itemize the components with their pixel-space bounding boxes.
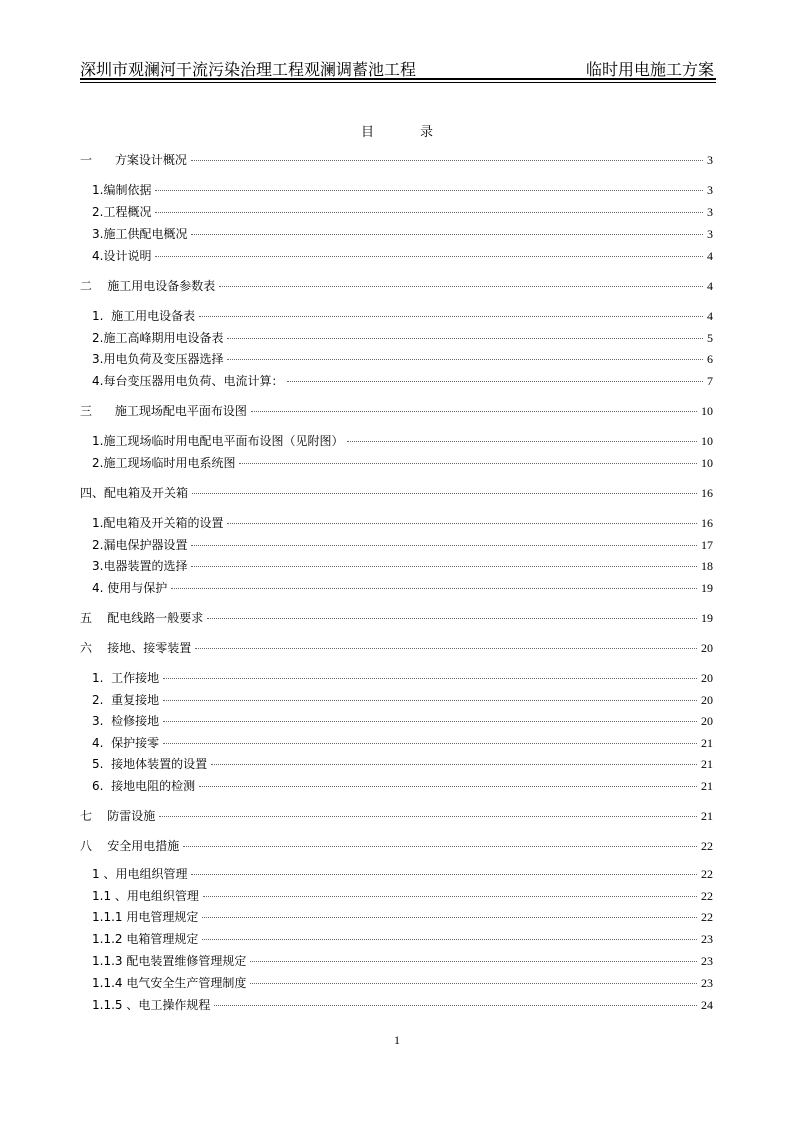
- toc-entry[interactable]: [92, 182, 713, 198]
- toc-entry-title: 施工现场配电平面布设图: [114, 404, 247, 418]
- toc-entry[interactable]: [92, 692, 713, 708]
- toc-entry[interactable]: [80, 278, 713, 294]
- toc-entry-number: 1.: [92, 434, 104, 448]
- toc-entry[interactable]: [92, 735, 713, 751]
- page-header: [80, 56, 716, 80]
- toc-dot-leader: [199, 316, 703, 317]
- toc-entry[interactable]: [92, 537, 713, 553]
- toc-entry-page: 23: [701, 976, 713, 990]
- toc-entry-page: 10: [701, 434, 713, 448]
- toc-entry-number: 2.: [92, 456, 104, 470]
- toc-entry[interactable]: [92, 931, 713, 947]
- toc-entry-page: 24: [701, 998, 713, 1012]
- toc-entry[interactable]: [92, 373, 713, 389]
- toc-entry-page: 10: [701, 456, 713, 470]
- toc-entry-title: 配电装置维修管理规定: [126, 954, 247, 968]
- toc-entry-title: 施工用电设备参数表: [107, 279, 216, 293]
- toc-entry-page: 4: [707, 249, 713, 263]
- toc-entry-page: 3: [707, 183, 713, 197]
- toc-entry-number: 五: [80, 611, 108, 625]
- toc-entry-page: 19: [701, 611, 713, 625]
- toc-entry-title: 检修接地: [111, 714, 160, 728]
- toc-entry-number: 1.1.4: [92, 976, 127, 990]
- toc-entry-title: 用电管理规定: [126, 910, 199, 924]
- toc-dot-leader: [250, 961, 697, 962]
- toc-entry-page: 4: [707, 279, 713, 293]
- toc-entry-title: 工程概况: [103, 205, 152, 219]
- toc-entry-page: 20: [701, 671, 713, 685]
- toc-dot-leader: [214, 1005, 697, 1006]
- toc-entry-number: 1.1.3: [92, 954, 127, 968]
- toc-entry-page: 22: [701, 910, 713, 924]
- toc-entry-number: 1 、: [92, 867, 116, 881]
- toc-entry[interactable]: [80, 610, 713, 626]
- toc-entry-page: 20: [701, 714, 713, 728]
- toc-entry-title: 电气安全生产管理制度: [126, 976, 247, 990]
- toc-entry-number: 1.: [92, 671, 112, 685]
- toc-entry[interactable]: [80, 152, 713, 168]
- toc-entry-title: 电工操作规程: [138, 998, 211, 1012]
- toc-entry-title: 用电负荷及变压器选择: [103, 352, 224, 366]
- toc-entry-page: 20: [701, 693, 713, 707]
- toc-entry-page: 21: [701, 809, 713, 823]
- toc-entry-title: 电器装置的选择: [103, 559, 188, 573]
- toc-entry-title: 漏电保护器设置: [103, 538, 188, 552]
- toc-entry-number: 3.: [92, 714, 112, 728]
- toc-dot-leader: [211, 764, 697, 765]
- toc-entry[interactable]: [92, 580, 713, 596]
- toc-entry-number: 4.: [92, 736, 112, 750]
- toc-entry-page: 20: [701, 641, 713, 655]
- toc-entry-title: 工作接地: [111, 671, 160, 685]
- toc-entry-title: 施工供配电概况: [103, 227, 188, 241]
- toc-dot-leader: [347, 441, 697, 442]
- toc-entry-page: 23: [701, 954, 713, 968]
- toc-dot-leader: [191, 874, 697, 875]
- header-project-title: 深圳市观澜河干流污染治理工程观澜调蓄池工程: [80, 60, 417, 79]
- toc-entry[interactable]: [80, 403, 713, 419]
- toc-entry[interactable]: [92, 308, 713, 324]
- toc-entry-page: 23: [701, 932, 713, 946]
- toc-entry-number: 三: [80, 404, 115, 418]
- toc-entry-number: 2.: [92, 205, 104, 219]
- toc-entry[interactable]: [80, 808, 713, 824]
- toc-entry-number: 1.: [92, 516, 104, 530]
- toc-entry-title: 方案设计概况: [114, 153, 187, 167]
- toc-entry-title: 防雷设施: [107, 809, 156, 823]
- toc-entry[interactable]: [92, 515, 713, 531]
- toc-dot-leader: [227, 523, 697, 524]
- toc-entry[interactable]: [80, 485, 713, 501]
- toc-title-char-1: 目: [360, 125, 374, 140]
- toc-dot-leader: [195, 648, 697, 649]
- toc-entry-page: 19: [701, 581, 713, 595]
- toc-entry-number: 1.: [92, 183, 104, 197]
- toc-entry-page: 4: [707, 309, 713, 323]
- toc-dot-leader: [163, 743, 697, 744]
- toc-entry-number: 3.: [92, 559, 104, 573]
- toc-entry-title: 接地电阻的检测: [111, 779, 196, 793]
- toc-entry[interactable]: [92, 455, 713, 471]
- toc-dot-leader: [183, 846, 697, 847]
- toc-entry-page: 5: [707, 331, 713, 345]
- toc-entry[interactable]: [92, 866, 713, 882]
- toc-entry-number: 2.: [92, 331, 104, 345]
- toc-entry-page: 10: [701, 404, 713, 418]
- header-document-title: 临时用电施工方案: [585, 60, 714, 79]
- toc-entry-page: 7: [707, 374, 713, 388]
- toc-entry-page: 22: [701, 889, 713, 903]
- toc-entry-page: 18: [701, 559, 713, 573]
- toc-dot-leader: [202, 917, 697, 918]
- toc-entry[interactable]: [80, 640, 713, 656]
- toc-dot-leader: [155, 190, 703, 191]
- toc-entry-title: 安全用电措施: [107, 839, 180, 853]
- toc-entry-number: 3.: [92, 352, 104, 366]
- toc-dot-leader: [155, 212, 703, 213]
- toc-entry-number: 2.: [92, 693, 112, 707]
- toc-entry-title: 施工现场临时用电配电平面布设图（见附图）: [103, 434, 344, 448]
- toc-entry[interactable]: [92, 756, 713, 772]
- toc-dot-leader: [155, 256, 703, 257]
- toc-entry[interactable]: [92, 778, 713, 794]
- toc-entry-number: 1.1.2: [92, 932, 127, 946]
- toc-entry-title: 设计说明: [103, 249, 152, 263]
- toc-entry-page: 21: [701, 757, 713, 771]
- toc-entry-page: 22: [701, 839, 713, 853]
- toc-entry[interactable]: [92, 975, 713, 991]
- toc-title: [0, 121, 794, 140]
- toc-dot-leader: [191, 234, 703, 235]
- toc-entry[interactable]: [92, 330, 713, 346]
- toc-entry-number: 2.: [92, 538, 104, 552]
- toc-entry-title: 保护接零: [111, 736, 160, 750]
- toc-entry[interactable]: [92, 248, 713, 264]
- toc-entry-title: 施工高峰期用电设备表: [103, 331, 224, 345]
- toc-entry-title: 施工用电设备表: [111, 309, 196, 323]
- toc-entry-page: 3: [707, 227, 713, 241]
- toc-dot-leader: [250, 983, 697, 984]
- toc-dot-leader: [227, 338, 703, 339]
- toc-entry-page: 22: [701, 867, 713, 881]
- toc-entry-title: 编制依据: [103, 183, 152, 197]
- toc-entry-title: 使用与保护: [107, 581, 168, 595]
- toc-dot-leader: [199, 786, 697, 787]
- toc-entry-page: 16: [701, 486, 713, 500]
- toc-entry-page: 3: [707, 153, 713, 167]
- toc-entry-number: 八: [80, 839, 108, 853]
- toc-entry[interactable]: [92, 713, 713, 729]
- toc-entry[interactable]: [92, 558, 713, 574]
- toc-entry[interactable]: [92, 226, 713, 242]
- toc-dot-leader: [191, 545, 697, 546]
- toc-entry-number: 1.1.1: [92, 910, 127, 924]
- toc-entry-title: 配电箱及开关箱的设置: [103, 516, 224, 530]
- toc-entry-title: 重复接地: [111, 693, 160, 707]
- toc-entry-title: 配电线路一般要求: [107, 611, 204, 625]
- toc-entry-number: 4.: [92, 581, 108, 595]
- toc-dot-leader: [202, 939, 697, 940]
- toc-entry-page: 21: [701, 779, 713, 793]
- toc-entry-number: 一: [80, 153, 115, 167]
- toc-dot-leader: [159, 816, 697, 817]
- toc-entry-number: 1.1 、: [92, 889, 127, 903]
- toc-entry-number: 二: [80, 279, 108, 293]
- toc-dot-leader: [163, 721, 697, 722]
- toc-entry[interactable]: [92, 433, 713, 449]
- toc-dot-leader: [287, 381, 703, 382]
- toc-entry[interactable]: [92, 997, 713, 1013]
- toc-entry-number: 四、: [80, 486, 105, 500]
- toc-dot-leader: [191, 566, 697, 567]
- toc-entry[interactable]: [80, 838, 713, 854]
- toc-dot-leader: [163, 700, 697, 701]
- toc-entry-page: 17: [701, 538, 713, 552]
- toc-entry-number: 5.: [92, 757, 112, 771]
- toc-dot-leader: [239, 463, 697, 464]
- toc-entry[interactable]: [92, 351, 713, 367]
- toc-entry[interactable]: [92, 909, 713, 925]
- toc-entry-number: 六: [80, 641, 108, 655]
- toc-dot-leader: [251, 411, 697, 412]
- toc-entry-number: 4.: [92, 249, 104, 263]
- toc-dot-leader: [207, 618, 697, 619]
- toc-title-char-2: 录: [420, 125, 434, 140]
- toc-entry-page: 21: [701, 736, 713, 750]
- toc-entry-number: 七: [80, 809, 108, 823]
- toc-dot-leader: [163, 678, 697, 679]
- toc-entry-page: 6: [707, 352, 713, 366]
- toc-dot-leader: [171, 588, 697, 589]
- toc-entry[interactable]: [92, 953, 713, 969]
- toc-entry-number: 3.: [92, 227, 104, 241]
- toc-entry-page: 16: [701, 516, 713, 530]
- toc-dot-leader: [219, 286, 703, 287]
- toc-entry-title: 用电组织管理: [126, 889, 199, 903]
- toc-entry[interactable]: [92, 204, 713, 220]
- toc-entry-number: 1.1.5 、: [92, 998, 139, 1012]
- toc-entry-title: 施工现场临时用电系统图: [103, 456, 236, 470]
- toc-entry-title: 接地体装置的设置: [111, 757, 208, 771]
- toc-dot-leader: [192, 493, 697, 494]
- toc-entry-title: 接地、接零装置: [107, 641, 192, 655]
- toc-entry-title: 电箱管理规定: [126, 932, 199, 946]
- toc-entry-page: 3: [707, 205, 713, 219]
- toc-entry[interactable]: [92, 888, 713, 904]
- page-number: 1: [394, 1033, 400, 1047]
- toc-dot-leader: [203, 896, 697, 897]
- toc-entry-title: 配电箱及开关箱: [104, 486, 189, 500]
- toc-entry-title: 每台变压器用电负荷、电流计算：: [103, 374, 284, 388]
- toc-entry-number: 6.: [92, 779, 112, 793]
- toc-entry[interactable]: [92, 670, 713, 686]
- toc-dot-leader: [191, 160, 703, 161]
- toc-dot-leader: [227, 359, 703, 360]
- toc-entry-title: 用电组织管理: [115, 867, 188, 881]
- toc-entry-number: 4.: [92, 374, 104, 388]
- toc-entry-number: 1.: [92, 309, 112, 323]
